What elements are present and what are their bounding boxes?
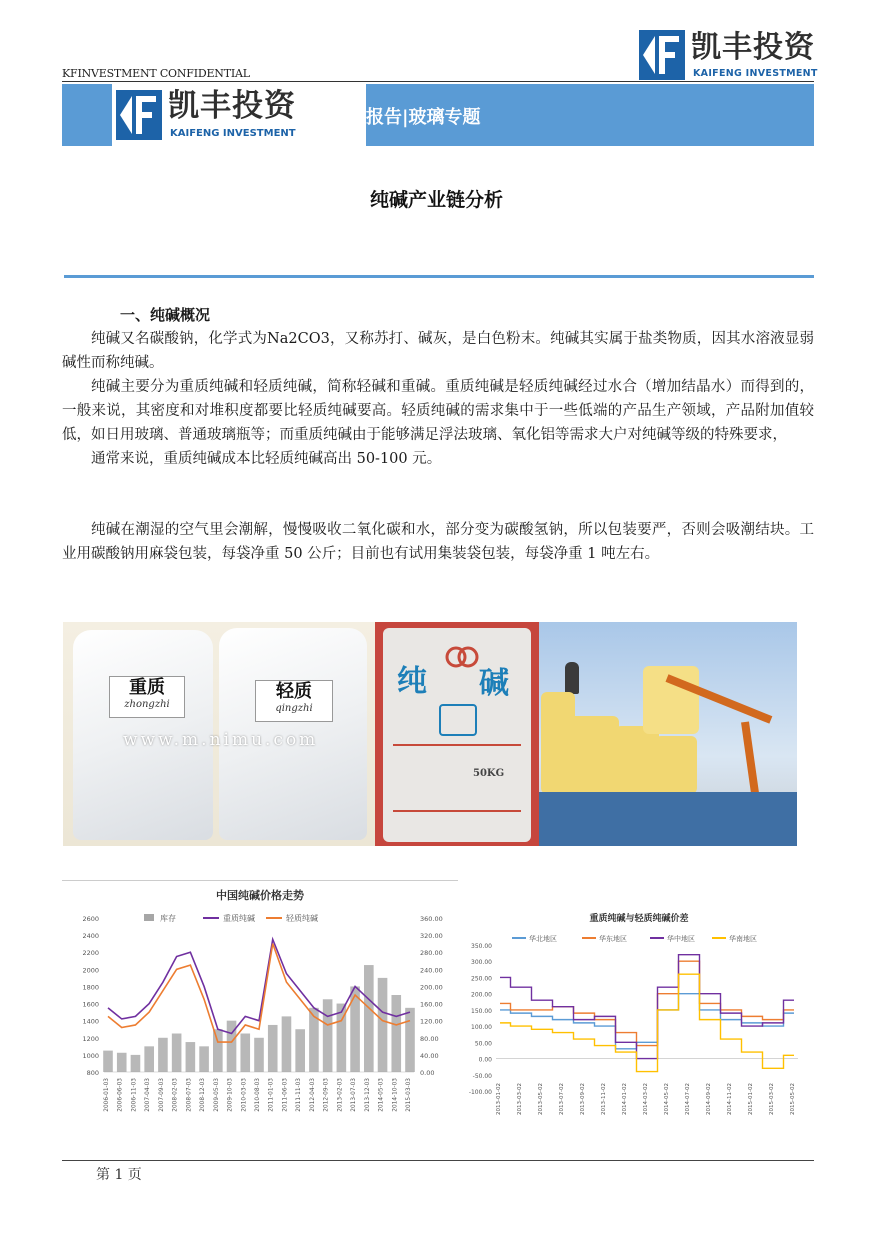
inventory-bar: [268, 1025, 278, 1072]
sack-char-1: 纯: [397, 664, 427, 699]
chart-title: 中国纯碱价格走势: [216, 889, 304, 902]
paragraph: 纯碱主要分为重质纯碱和轻质纯碱，简称轻碱和重碱。重质纯碱是轻质纯碱经过水合（增加结晶水）而得到的，一般来说，其密度和对堆积度都要比轻质纯碱要高。轻质纯碱的需求集中于一些低端的产品生产领域，产品附加值较低，如日用玻璃、普通玻璃瓶等；而重质纯碱由于能够满足浮法玻璃、氧化铝等需求大户对纯碱等级的特殊要求，: [62, 379, 814, 443]
x-tick: 2014-10-03: [392, 1078, 399, 1112]
inventory-bar: [172, 1034, 182, 1073]
bag-label-heavy: [109, 676, 185, 718]
y-right-tick: 0.00: [420, 1069, 435, 1077]
soda-ash-bags-photo: [63, 622, 375, 846]
sack-stripe: [393, 744, 521, 746]
top-logo: [639, 30, 829, 84]
sack-weight: 50KG: [473, 768, 505, 779]
inventory-bar: [405, 1008, 415, 1072]
y-left-tick: 2600: [82, 915, 99, 923]
x-tick: 2006-06-03: [117, 1078, 124, 1112]
sack-char-2: 碱: [479, 666, 509, 701]
y-tick: 0.00: [478, 1056, 492, 1064]
photo-watermark: www.m.nimu.com: [123, 730, 319, 750]
inventory-bar: [323, 999, 333, 1072]
x-tick: 2008-12-03: [200, 1078, 207, 1112]
y-right-tick: 80.00: [420, 1034, 439, 1043]
title-rule: [64, 275, 814, 278]
inventory-bar: [186, 1042, 196, 1072]
x-tick: 2015-05-02: [790, 1083, 796, 1115]
x-tick: 2014-01-02: [622, 1083, 628, 1115]
legend-label: 华中地区: [667, 935, 695, 943]
legend-label: 华东地区: [599, 935, 627, 943]
x-tick: 2009-10-03: [227, 1078, 234, 1112]
x-tick: 2010-08-03: [255, 1078, 261, 1112]
x-tick: 2011-11-03: [296, 1078, 303, 1112]
sack-stripe: [393, 810, 521, 812]
legend-label: 库存: [160, 914, 176, 923]
intro-paragraphs: [62, 327, 814, 471]
jumbo-bag: [569, 716, 619, 794]
inventory-bar: [364, 965, 374, 1072]
logo-english-name: KAIFENG INVESTMENT: [693, 68, 818, 79]
y-tick: -100.00: [468, 1089, 492, 1096]
printed-sack: [383, 628, 531, 842]
x-tick: 2010-03-03: [241, 1078, 248, 1112]
rings-logo-icon: [445, 646, 479, 668]
banner-logo-english: KAIFENG INVESTMENT: [170, 128, 296, 139]
x-tick: 2014-09-02: [706, 1083, 712, 1115]
legend-label: 华北地区: [529, 935, 557, 943]
packaging-paragraph: [62, 518, 814, 566]
inventory-bar: [144, 1046, 154, 1072]
document-title: 纯碱产业链分析: [369, 189, 503, 211]
jumbo-bag-loading-photo: [539, 622, 797, 846]
x-tick: 2013-02-03: [337, 1078, 344, 1112]
x-tick: 2014-05-03: [378, 1078, 385, 1112]
y-tick: 200.00: [471, 991, 492, 999]
x-tick: 2008-07-03: [186, 1078, 193, 1112]
y-tick: -50.00: [472, 1072, 492, 1080]
crane-arm: [741, 721, 760, 801]
y-right-tick: 120.00: [420, 1017, 443, 1026]
y-right-tick: 280.00: [420, 949, 443, 958]
report-banner: [62, 84, 814, 146]
inventory-bar: [391, 995, 401, 1072]
page-number: 第 1 页: [96, 1167, 142, 1183]
paragraph: 纯碱在潮湿的空气里会潮解，慢慢吸收二氧化碳和水，部分变为碳酸氢钠，所以包装要严，否则会吸潮结块。工业用碳酸钠用麻袋包装，每袋净重 50 公斤；目前也有试用集装袋包装，每袋净重 1 吨左右。: [62, 522, 814, 562]
x-tick: 2006-01-03: [104, 1078, 110, 1112]
bag-light-cn: 轻质: [276, 681, 312, 702]
jumbo-bag: [655, 736, 697, 794]
chart-title: 重质纯碱与轻质纯碱价差: [589, 914, 689, 924]
inventory-bar: [103, 1051, 113, 1072]
x-tick: 2013-01-02: [496, 1083, 502, 1115]
soda-ash-sack-photo: [375, 622, 539, 846]
paragraph: 纯碱又名碳酸钠，化学式为Na2CO3，又称苏打、碱灰，是白色粉末。纯碱其实属于盐类物质，因其水溶液显弱碱性而称纯碱。: [62, 331, 814, 371]
x-tick: 2013-12-03: [364, 1078, 371, 1112]
x-tick: 2009-05-03: [213, 1078, 220, 1112]
banner-logo-chinese: 凯丰投资: [168, 88, 296, 124]
y-left-tick: 2000: [82, 966, 99, 975]
inventory-bar: [158, 1038, 168, 1072]
kaifeng-logo-icon: [639, 30, 685, 80]
x-tick: 2013-11-02: [601, 1083, 607, 1115]
x-tick: 2013-05-02: [538, 1083, 544, 1115]
footer-rule: [62, 1160, 814, 1161]
y-right-tick: 360.00: [420, 915, 443, 923]
inventory-bar: [213, 1029, 223, 1072]
y-left-tick: 1000: [82, 1051, 99, 1060]
paragraph: 通常来说，重质纯碱成本比轻质纯碱高出 50-100 元。: [91, 451, 442, 467]
banner-report-type: 专题报告|玻璃专题: [330, 107, 481, 128]
price-trend-chart: [62, 880, 458, 1118]
bag-light-pinyin: qingzhi: [275, 703, 313, 714]
section-heading: 一、纯碱概况: [120, 306, 211, 324]
truck-bed: [539, 792, 797, 846]
kaifeng-logo-icon: [116, 90, 162, 140]
legend-label: 重质纯碱: [223, 914, 255, 923]
y-right-tick: 240.00: [420, 966, 443, 975]
y-left-tick: 2200: [82, 949, 99, 958]
y-tick: 250.00: [471, 975, 492, 983]
y-tick: 100.00: [471, 1024, 492, 1032]
inventory-bar: [117, 1053, 127, 1072]
x-tick: 2013-09-02: [580, 1083, 586, 1115]
x-tick: 2014-11-02: [727, 1083, 733, 1115]
inventory-bar: [240, 1034, 250, 1073]
x-tick: 2011-01-03: [268, 1078, 275, 1112]
header-rule: [62, 81, 814, 82]
confidential-label: KFINVESTMENT CONFIDENTIAL: [62, 67, 250, 80]
x-tick: 2007-09-03: [158, 1078, 165, 1112]
x-tick: 2006-11-03: [131, 1078, 138, 1112]
x-tick: 2013-03-02: [517, 1083, 523, 1115]
x-tick: 2014-03-02: [643, 1083, 649, 1115]
x-tick: 2014-05-02: [664, 1083, 670, 1115]
logo-chinese-name: 凯丰投资: [691, 30, 815, 65]
y-left-tick: 1400: [82, 1017, 99, 1026]
y-left-tick: 1800: [82, 983, 99, 992]
jumbo-bag: [615, 726, 659, 794]
bag-heavy-cn: 重质: [129, 677, 165, 698]
y-right-tick: 320.00: [420, 932, 443, 941]
inventory-bar: [282, 1016, 292, 1072]
x-tick: 2014-07-02: [685, 1083, 691, 1115]
x-tick: 2007-04-03: [145, 1078, 152, 1112]
inventory-bar: [295, 1029, 305, 1072]
series-line: [500, 994, 794, 1049]
banner-logo: [112, 84, 366, 146]
y-tick: 300.00: [471, 959, 492, 967]
legend-label: 华南地区: [729, 935, 757, 943]
inventory-bar: [378, 978, 388, 1072]
y-right-tick: 40.00: [420, 1051, 439, 1060]
series-line: [500, 961, 794, 1045]
y-right-tick: 160.00: [420, 1000, 443, 1009]
y-tick: 350.00: [471, 943, 492, 950]
inventory-bar: [199, 1046, 209, 1072]
worker-figure: [565, 662, 579, 694]
price-trend-chart-svg: [62, 880, 458, 1118]
inventory-bar: [131, 1055, 141, 1072]
x-tick: 2011-06-03: [282, 1078, 289, 1112]
x-tick: 2012-09-03: [323, 1078, 330, 1112]
x-tick: 2015-01-02: [748, 1083, 754, 1115]
sack-badge-icon: [439, 704, 477, 736]
inventory-bar: [309, 1008, 319, 1072]
x-tick: 2008-02-03: [172, 1078, 179, 1112]
y-tick: 150.00: [471, 1007, 492, 1015]
x-tick: 2013-07-03: [351, 1078, 358, 1112]
x-tick: 2015-03-02: [769, 1083, 775, 1115]
legend-label: 轻质纯碱: [286, 914, 318, 923]
y-right-tick: 200.00: [420, 983, 443, 992]
bag-heavy-pinyin: zhongzhi: [124, 699, 170, 710]
bag-label-light: [255, 680, 333, 722]
inventory-bar: [350, 986, 360, 1072]
y-left-tick: 1600: [82, 1000, 99, 1009]
y-left-tick: 1200: [82, 1034, 99, 1043]
legend-swatch: [144, 914, 154, 921]
inventory-bar: [254, 1038, 264, 1072]
x-tick: 2012-04-03: [309, 1078, 316, 1112]
y-left-tick: 2400: [82, 932, 99, 941]
x-tick: 2013-07-02: [559, 1083, 565, 1115]
y-tick: 50.00: [474, 1040, 492, 1048]
y-left-tick: 800: [86, 1069, 99, 1077]
price-spread-chart-svg: [464, 905, 814, 1123]
x-tick: 2015-03-03: [406, 1078, 412, 1112]
price-spread-chart: [464, 905, 814, 1123]
